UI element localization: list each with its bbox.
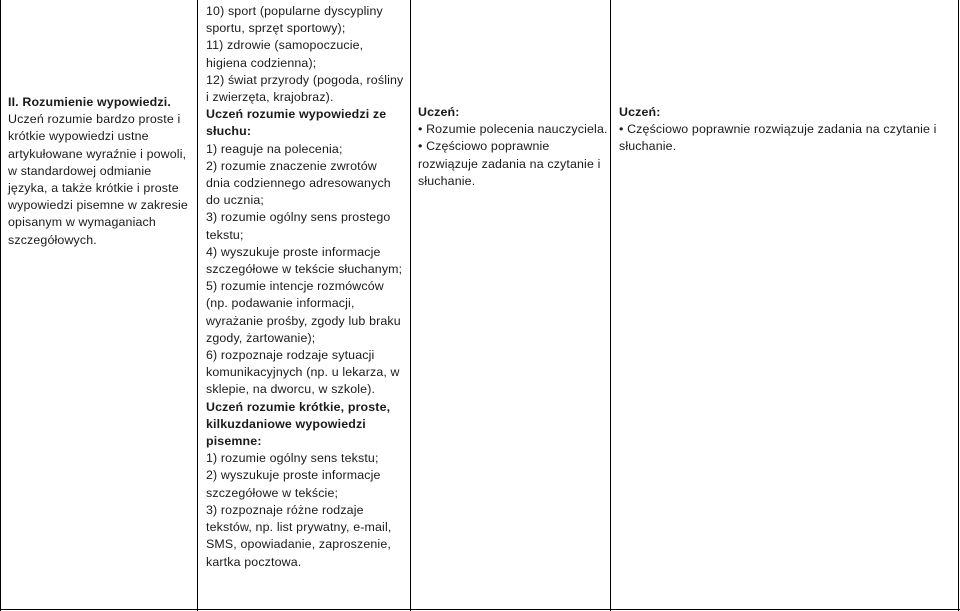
listening-heading: Uczeń rozumie wypowiedzi ze słuchu: [206,107,387,139]
grade-item: • Częściowo poprawnie rozwiązuje zadania na czytanie i słuchanie. [418,139,601,188]
listening-item: 5) rozumie intencje rozmówców (np. podawanie informacji, wyrażanie prośby, zgody lub braku zgody, żartowanie); [206,279,401,345]
competence-cell [8,94,190,249]
listening-item: 3) rozumie ogólny sens prostego tekstu; [206,210,391,242]
table-border-col3 [610,0,611,611]
listening-item: 2) rozumie znaczenie zwrotów dnia codziennego adresowanych do ucznia; [206,158,391,208]
grade-heading: Uczeń: [418,105,460,119]
listening-item: 6) rozpoznaje rodzaje sytuacji komunikacyjnych (np. u lekarza, w sklepie, na dworcu, w szkole). [206,348,400,397]
table-border-bottom [0,609,960,610]
reading-heading: Uczeń rozumie krótkie, proste, kilkuzdaniowe wypowiedzi pisemne: [206,399,391,449]
reading-item: 1) rozumie ogólny sens tekstu; [206,451,379,466]
competence-heading: II. Rozumienie wypowiedzi. [8,95,171,109]
requirements-cell [206,3,404,571]
topic-item: 11) zdrowie (samopoczucie, higiena codzienna); [206,38,364,70]
table-border-right [958,0,959,611]
grade-item: • Częściowo poprawnie rozwiązuje zadania na czytanie i słuchanie. [619,122,937,154]
topic-item: 10) sport (popularne dyscypliny sportu, sprzęt sportowy); [206,4,383,36]
listening-item: 1) reaguje na polecenia; [206,141,343,156]
grade-cell-b [619,104,955,156]
grade-heading: Uczeń: [619,105,661,119]
table-border-col2 [410,0,411,611]
table-border-left [0,0,1,611]
competence-description: Uczeń rozumie bardzo proste i krótkie wypowiedzi ustne artykułowane wyraźnie i powoli, w standardowej odmianie języka, a także krótkie i proste wypowiedzi pisemne w zakresie opisanym w wymaganiach szczegółowych. [8,112,188,247]
reading-item: 3) rozpoznaje różne rodzaje tekstów, np. list prywatny, e-mail, SMS, opowiadanie, zaproszenie, kartka pocztowa. [206,502,392,569]
grade-cell-a [418,104,608,190]
reading-item: 2) wyszukuje proste informacje szczegółowe w tekście; [206,468,381,500]
topic-item: 12) świat przyrody (pogoda, rośliny i zwierzęta, krajobraz). [206,72,404,105]
grade-item: • Rozumie polecenia nauczyciela. [418,122,608,137]
table-border-col1 [197,0,198,611]
listening-item: 4) wyszukuje proste informacje szczegółowe w tekście słuchanym; [206,244,403,277]
